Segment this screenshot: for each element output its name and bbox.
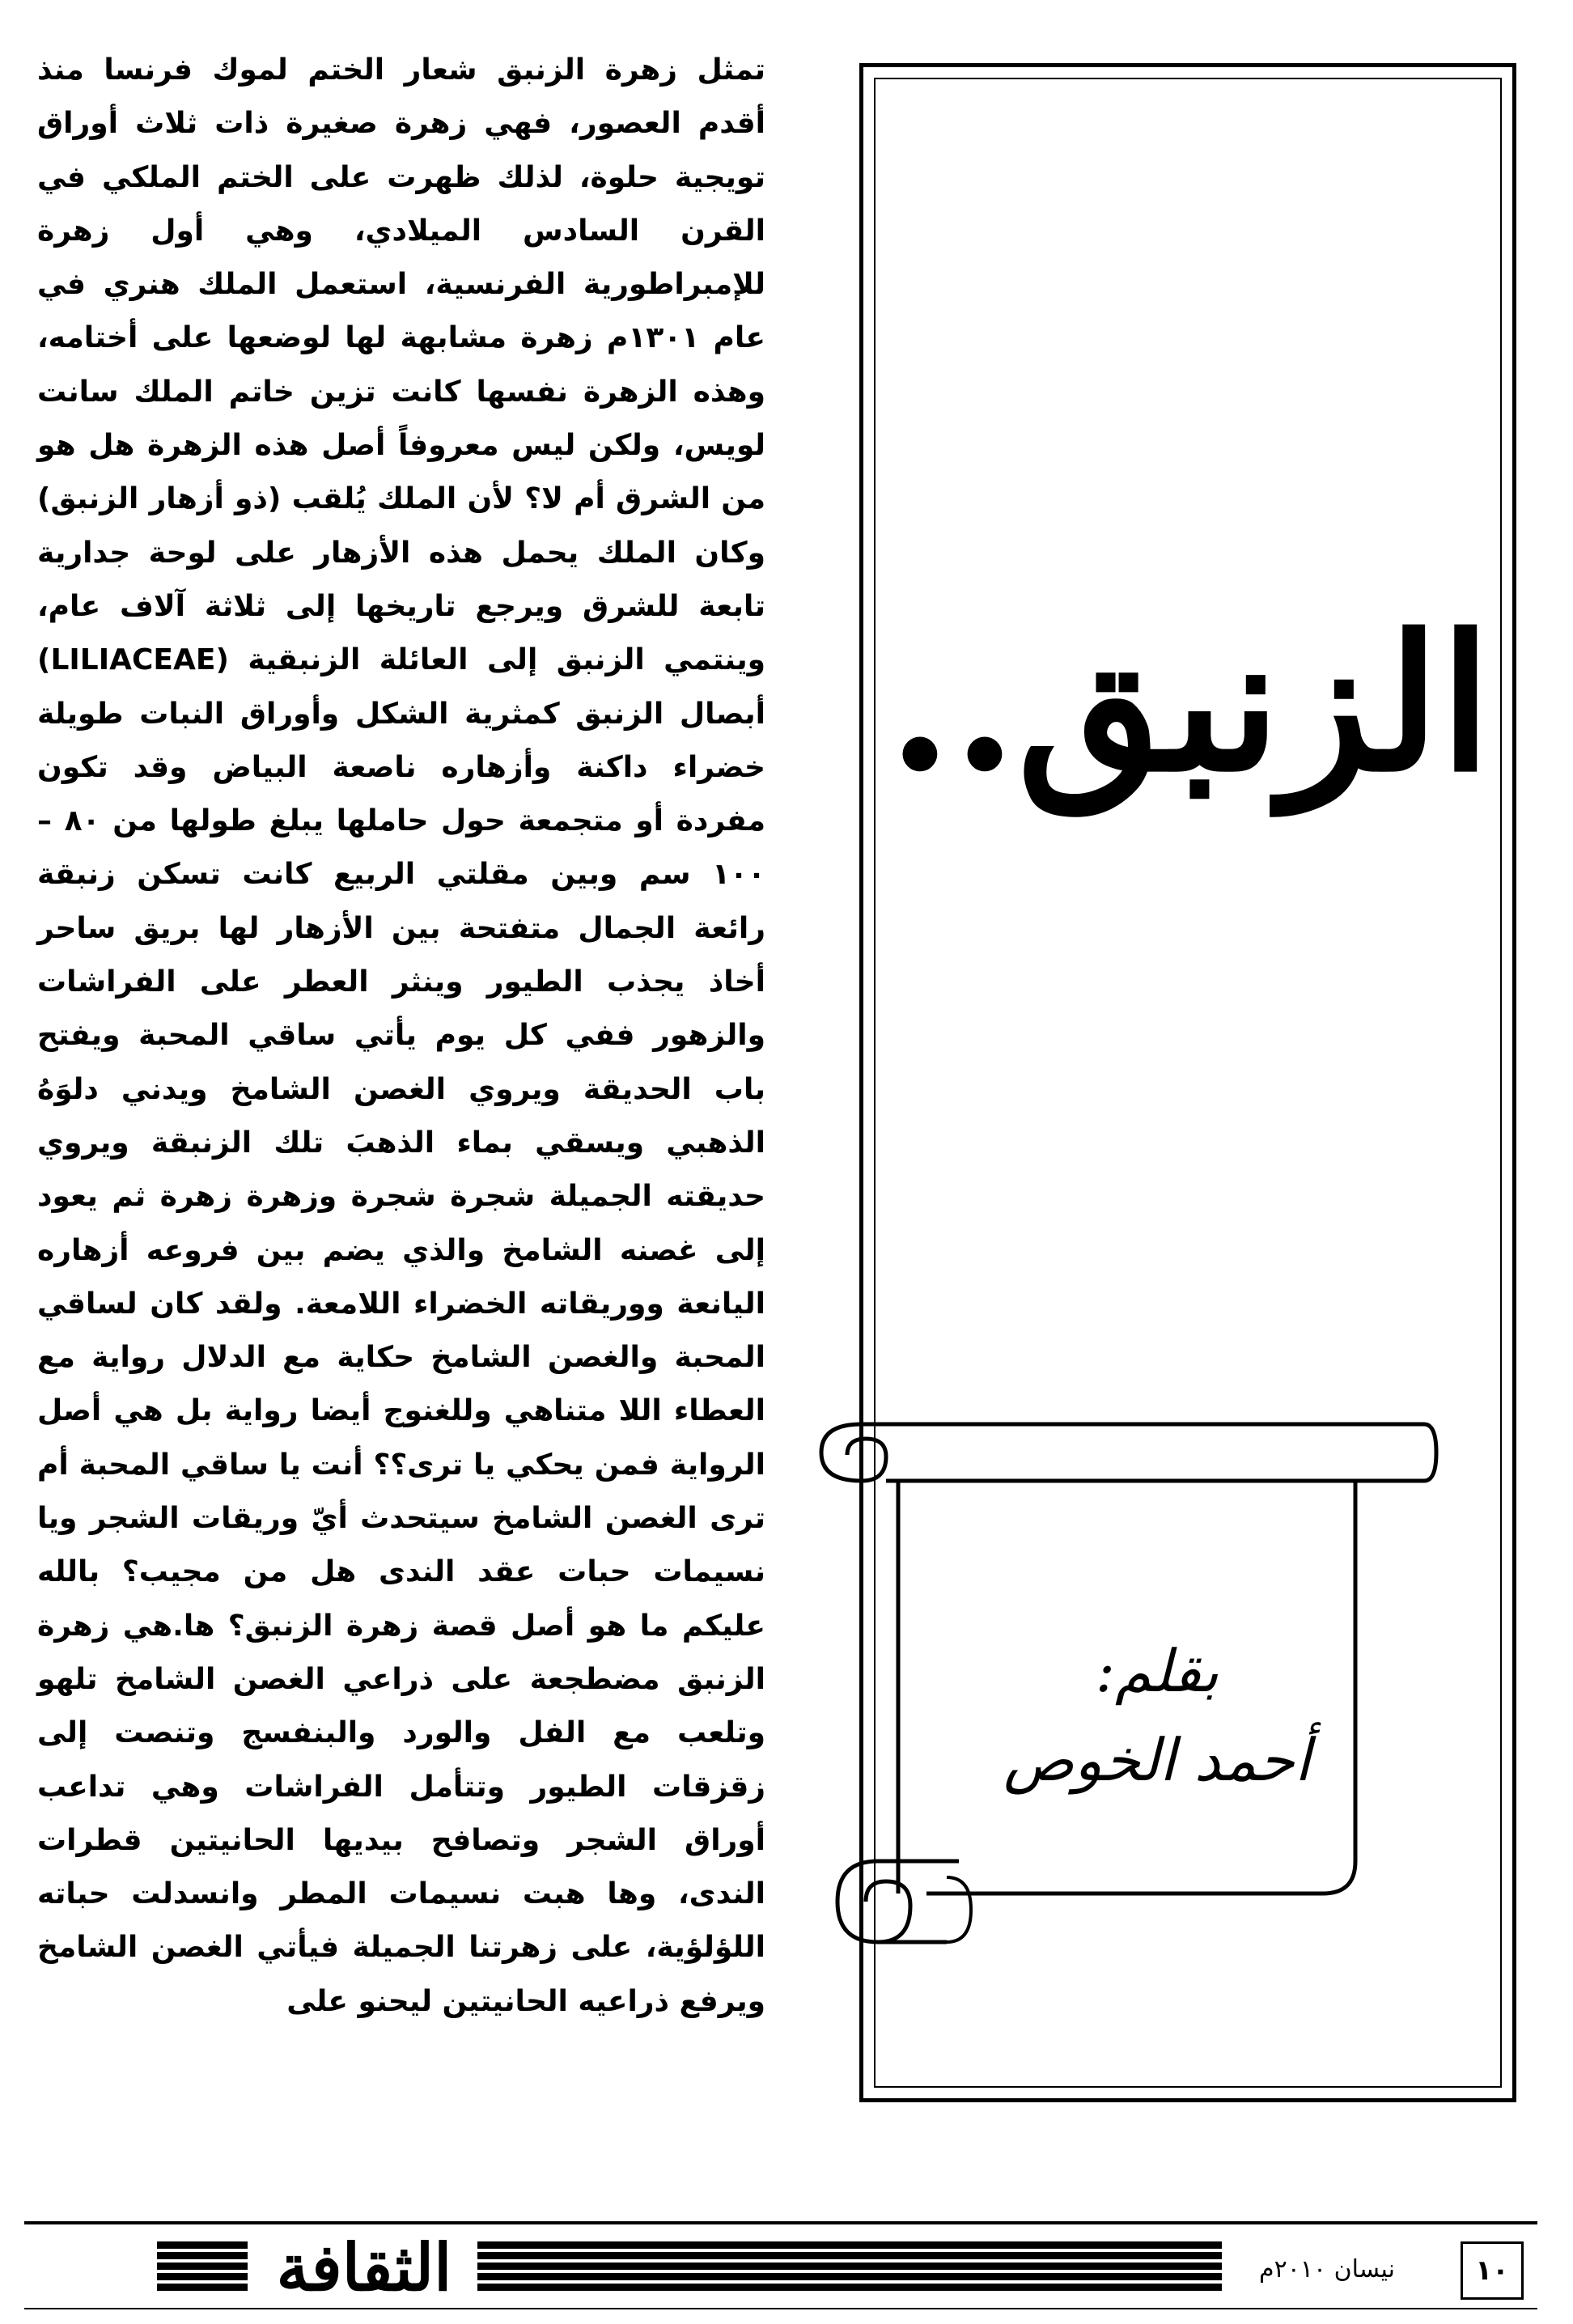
footer-bars-left — [157, 2241, 248, 2292]
byline-label: بقلم: — [1095, 1637, 1219, 1705]
scroll-top-curl — [821, 1424, 886, 1481]
footer-rule-top — [24, 2221, 1537, 2224]
scroll-bottom-roll — [878, 1861, 959, 1942]
article-title: الزنبق.. — [887, 595, 1492, 813]
footer-bars-right — [477, 2241, 1222, 2292]
scroll-top-roll — [862, 1424, 1436, 1481]
scroll-bottom-fold — [947, 1877, 971, 1942]
issue-date: نيسان ٢٠١٠م — [1259, 2255, 1395, 2284]
magazine-name: الثقافة — [276, 2229, 452, 2305]
byline-author: أحمد الخوص — [1003, 1726, 1311, 1794]
page-number: ١٠ — [1461, 2241, 1524, 2300]
article-body: تمثل زهرة الزنبق شعار الختم لموك فرنسا منذ أقدم العصور، فهي زهرة صغيرة ذات ثلاث أوراق تويجية حلوة، لذلك ظهرت على الختم الملكي في القرن السادس الميلادي، وهي أول زهرة للإمبراطورية الفرنسية، استعمل الملك هنري في عام ١٣٠١م زهرة مشابهة لها لوضعها على أختامه، وهذه الزهرة نفسها كانت تزين خاتم الملك سانت لويس، ولكن ليس معروفاً أصل هذه الزهرة هل هو من الشرق أم لا؟ لأن الملك يُلقب (ذو أزهار الزنبق) وكان الملك يحمل هذه الأزهار على لوحة جدارية تابعة للشرق ويرجع تاريخها إلى ثلاثة آلاف عام، وينتمي الزنبق إلى العائلة الزنبقية (LILIACEAE) أبصال الزنبق كمثرية الشكل وأوراق النبات طويلة خضراء داكنة وأزهاره ناصعة البياض وقد تكون مفردة أو متجمعة حول حاملها يبلغ طولها من ٨٠ – ١٠٠ سم وبين مقلتي الربيع كانت تسكن زنبقة رائعة الجمال متفتحة بين الأزهار لها بريق ساحر أخاذ يجذب الطيور وينثر العطر على الفراشات والزهور ففي كل يوم يأتي ساقي المحبة ويفتح باب الحديقة ويروي الغصن الشامخ ويدني دلوَهُ الذهبي ويسقي بماء الذهبَ تلك الزنبقة ويروي حديقته الجميلة شجرة شجرة وزهرة زهرة ثم يعود إلى غصنه الشامخ والذي يضم بين فروعه أزهاره اليانعة ووريقاته الخضراء اللامعة. ولقد كان لساقي المحبة والغصن الشامخ حكاية مع الدلال رواية مع العطاء اللا متناهي وللغنوج أيضا رواية بل هي أصل الرواية فمن يحكي يا ترى؟؟ أنت يا ساقي المحبة أم ترى الغصن الشامخ سيتحدث أيّ وريقات الشجر ويا نسيمات حبات عقد الندى هل من مجيب؟ بالله عليكم ما هو أصل قصة زهرة الزنبق؟ ها.هي زهرة الزنبق مضطجعة على ذراعي الغصن الشامخ تلهو وتلعب مع الفل والورد والبنفسج وتنصت إلى زقزقات الطيور وتتأمل الفراشات وهي تداعب أوراق الشجر وتصافح بيديها الحانيتين قطرات الندى، وها هبت نسيمات المطر وانسدلت حباته اللؤلؤية، على زهرتنا الجميلة فيأتي الغصن الشامخ ويرفع ذراعيه الحانيتين ليحنو على — [37, 53, 765, 2018]
footer-rule-bottom — [24, 2308, 1537, 2309]
